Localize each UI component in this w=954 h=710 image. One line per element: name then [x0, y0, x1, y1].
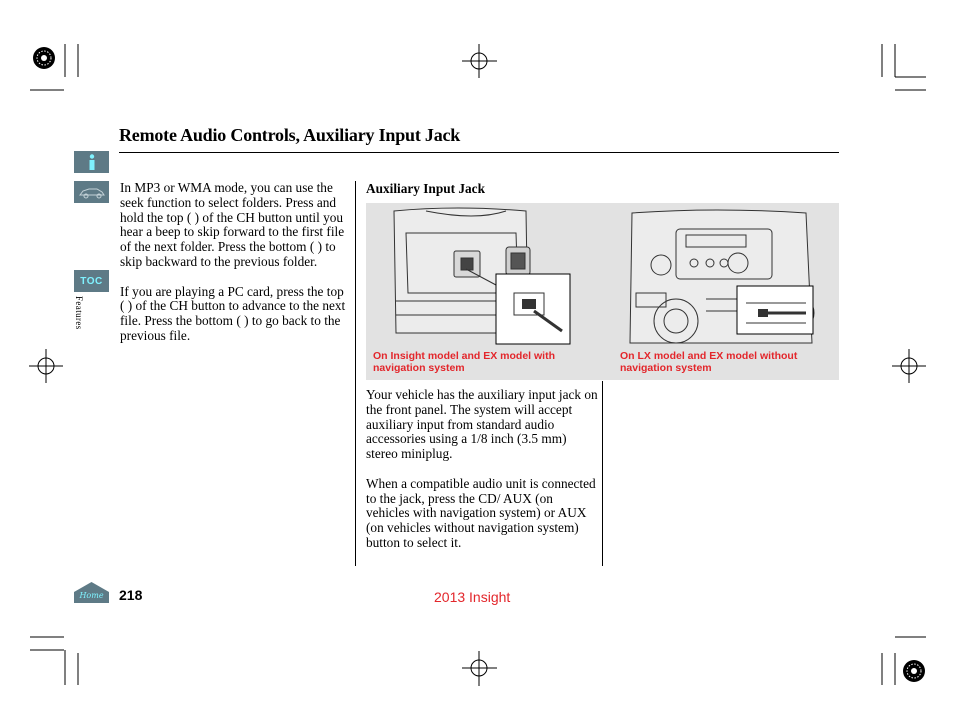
- toc-button[interactable]: [74, 270, 109, 292]
- starburst-mark-top: [33, 47, 55, 69]
- paragraph-pc-card: If you are playing a PC card, press the top ( ) of the CH button to advance to the next file. Press the bottom ( ) to go back to the previous file.: [120, 283, 346, 343]
- page-number: 218: [119, 587, 143, 603]
- home-label: Home: [79, 591, 104, 600]
- paragraph-aux-select: When a compatible audio unit is connected to the jack, press the CD/ AUX (on vehicles with navigation system) or AUX (on vehicles without navigation system) button to select it.: [366, 475, 596, 550]
- title-divider: [119, 152, 839, 153]
- car-icon: [78, 185, 106, 199]
- section-heading-aux: Auxiliary Input Jack: [366, 181, 485, 196]
- info-button[interactable]: [74, 151, 109, 173]
- aux-description: [366, 388, 598, 551]
- home-button[interactable]: [74, 581, 109, 603]
- paragraph-folder-seek: In MP3 or WMA mode, you can use the seek function to select folders. Press and hold the top ( ) of the CH button until you hear a beep to skip forward to the first file of the next folder. Press the bottom ( ) to skip backward to the previous folder.: [120, 180, 345, 269]
- column-divider-right: [602, 381, 603, 566]
- toc-label: TOC: [80, 275, 103, 287]
- starburst-mark-bottom: [903, 660, 925, 682]
- section-tab-features: Features: [74, 296, 84, 330]
- insight-jack-detail-inset: [496, 274, 570, 344]
- left-column: [120, 181, 348, 344]
- column-divider-left: [355, 181, 356, 566]
- paragraph-aux-intro: Your vehicle has the auxiliary input jack on the front panel. The system will accept auxiliary input from standard audio accessories using a 1/8 inch (3.5 mm) stereo miniplug.: [366, 387, 598, 462]
- info-icon: [86, 154, 98, 170]
- lx-jack-detail-inset: [737, 286, 813, 334]
- figure-caption-insight: On Insight model and EX model with navigation system: [373, 350, 556, 374]
- page-title: Remote Audio Controls, Auxiliary Input Jack: [119, 125, 461, 145]
- home-icon: [74, 581, 109, 603]
- vehicle-button[interactable]: [74, 181, 109, 203]
- figure-caption-lx: On LX model and EX model without navigation system: [620, 350, 798, 374]
- footer-model-name: 2013 Insight: [434, 589, 511, 605]
